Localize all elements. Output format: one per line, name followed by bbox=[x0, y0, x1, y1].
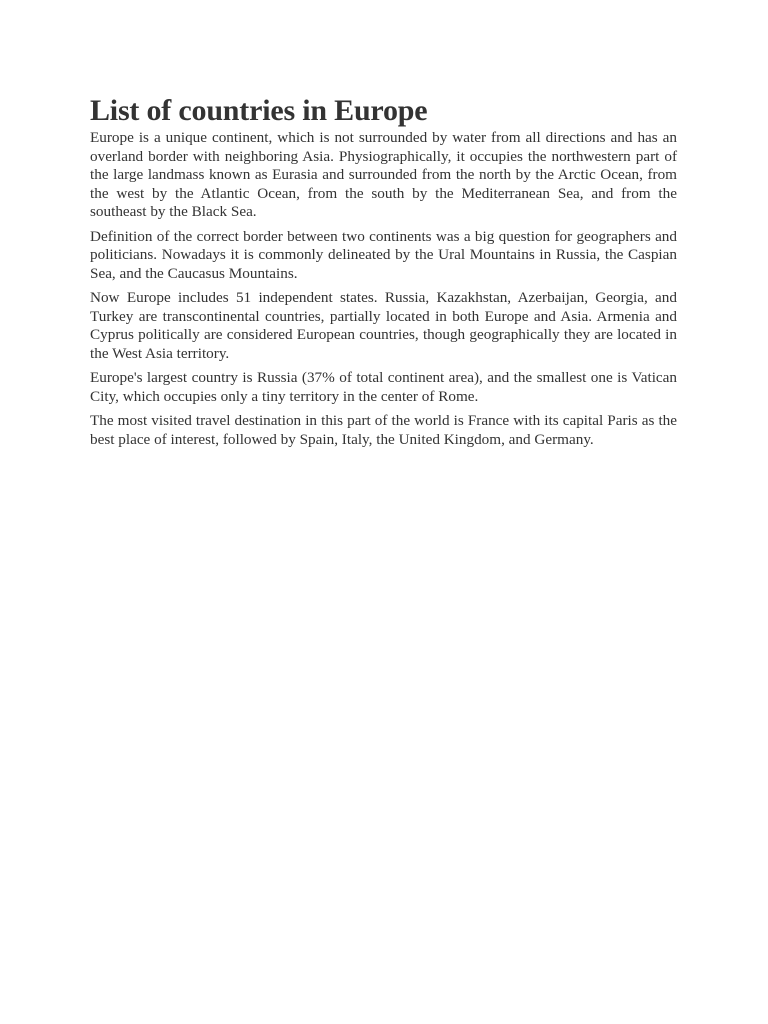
page-title: List of countries in Europe bbox=[90, 94, 428, 127]
paragraph-intro: Europe is a unique continent, which is not surrounded by water from all directions and has an overland border with neighboring Asia. Physiographically, it occupies the northwestern part of the large landmass known as Eurasia and surrounded from the north by the Arctic Ocean, from the west by the Atlantic Ocean, from the south by the Mediterranean Sea, and from the southeast by the Black Sea. bbox=[90, 129, 677, 220]
paragraph-border-definition: Definition of the correct border between two continents was a big question for geographers and politicians. Nowadays it is commonly delineated by the Ural Mountains in Russia, the Caspian Sea, and the Caucasus Mountains. bbox=[90, 227, 677, 282]
paragraph-largest-smallest: Europe's largest country is Russia (37% of total continent area), and the smallest one is Vatican City, which occupies only a tiny territory in the center of Rome. bbox=[90, 369, 677, 405]
document-page bbox=[90, 93, 677, 455]
paragraph-independent-states: Now Europe includes 51 independent states. Russia, Kazakhstan, Azerbaijan, Georgia, and Turkey are transcontinental countries, partially located in both Europe and Asia. Armenia and Cyprus politically are considered European countries, though geographically they are located in the West Asia territory. bbox=[90, 289, 677, 362]
paragraph-travel-destination: The most visited travel destination in this part of the world is France with its capital Paris as the best place of interest, followed by Spain, Italy, the United Kingdom, and Germany. bbox=[90, 412, 677, 448]
